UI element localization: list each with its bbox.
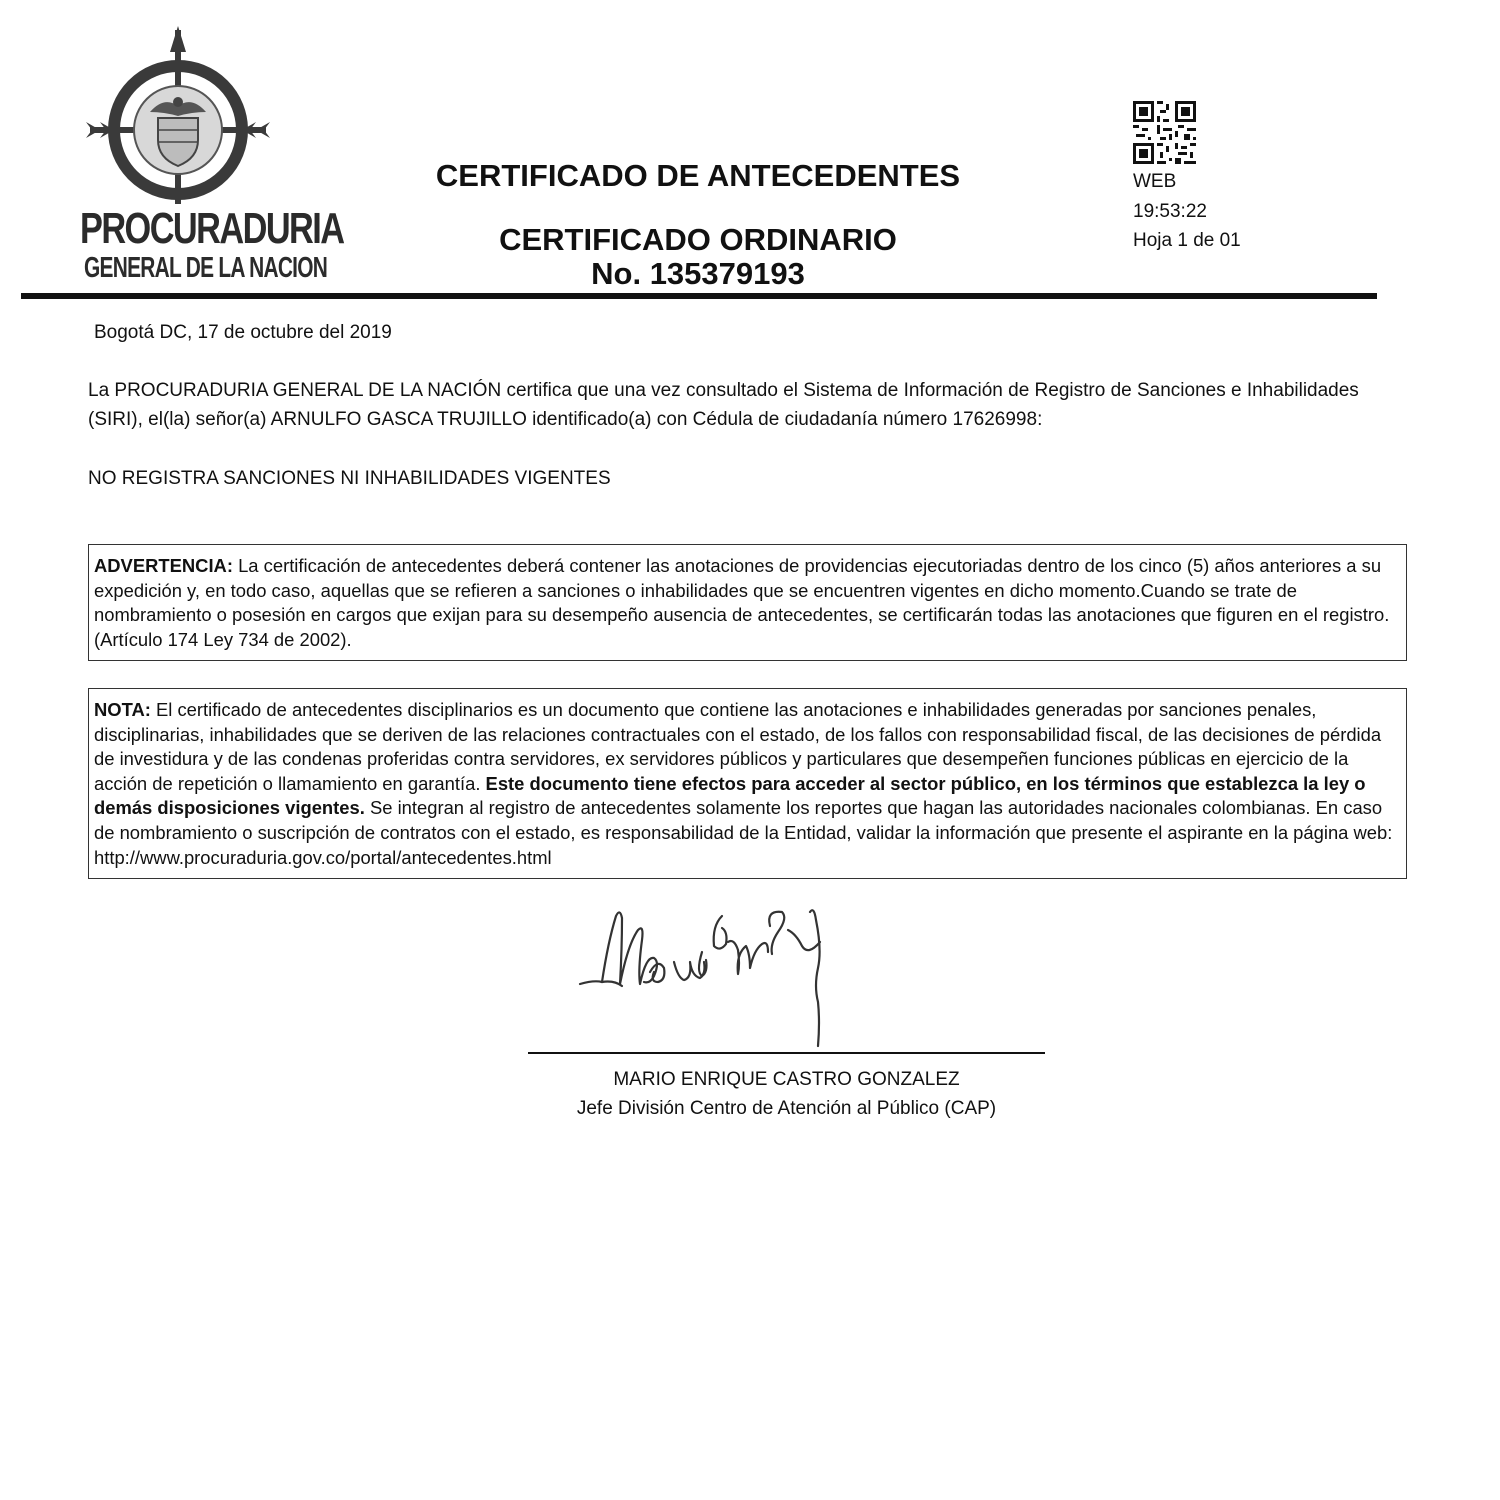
document-title: CERTIFICADO DE ANTECEDENTES xyxy=(435,158,961,193)
page-indicator: Hoja 1 de 01 xyxy=(1133,230,1241,251)
note-text-1: El certificado de antecedentes disciplinarios es un documento que contiene las anotaciones e inhabilidades generadas por sanciones penales, disciplinarias, inhabilidades que se deriven de las relaciones contractuales con el estado, de los fallos con responsabilidad fiscal, de las decisiones de pérdida de investidura y de las condenas proferidas contra servidores, ex servidores públicos y particulares que desempeñen funciones públicas en ejercicio de la acción de repetición o llamamiento en garantía. xyxy=(94,699,1382,794)
note-text-2: Se integran al registro de antecedentes solamente los reportes que hagan las autoridades nacionales colombianas. En caso de nombramiento o suscripción de contratos con el estado, es responsabilidad de la Entidad, validar la información que presente el aspirante en la página web: http://www.procuraduria.gov.co/portal/antecedentes.html xyxy=(94,797,1393,868)
warning-label: ADVERTENCIA: xyxy=(94,555,233,576)
procuraduria-logo xyxy=(80,26,344,288)
handwritten-signature xyxy=(574,906,834,1056)
issue-time: 19:53:22 xyxy=(1133,201,1207,222)
certification-result: NO REGISTRA SANCIONES NI INHABILIDADES VIGENTES xyxy=(88,468,611,489)
note-label: NOTA: xyxy=(94,699,151,720)
note-bold-text: Este documento tiene efectos para acceder al sector público, en los términos que establezca la ley o demás disposiciones vigentes. xyxy=(94,772,1366,819)
certificate-type: CERTIFICADO ORDINARIO xyxy=(499,222,897,257)
channel-label: WEB xyxy=(1133,171,1177,192)
place-date: Bogotá DC, 17 de octubre del 2019 xyxy=(94,322,392,343)
warning-box xyxy=(88,544,1407,661)
header-divider xyxy=(21,293,1377,299)
qr-code-icon xyxy=(1133,101,1196,164)
signer-title: Jefe División Centro de Atención al Público (CAP) xyxy=(576,1098,997,1119)
logo-line-2: GENERAL DE LA NACION xyxy=(84,252,328,284)
warning-text: La certificación de antecedentes deberá contener las anotaciones de providencias ejecutoriadas dentro de los cinco (5) años anteriores a su expedición y, en todo caso, aquellas que se refieren a sanciones o inhabilidades que se encuentren vigentes en dicho momento.Cuando se trate de nombramiento o posesión en cargos que exijan para su desempeño ausencia de antecedentes, se certificarán todas las anotaciones que figuren en el registro. (Artículo 174 Ley 734 de 2002). xyxy=(94,555,1390,650)
logo-line-1: PROCURADURIA xyxy=(80,204,344,253)
signer-name: MARIO ENRIQUE CASTRO GONZALEZ xyxy=(613,1069,960,1090)
crosshair-emblem-icon xyxy=(80,26,276,206)
certificate-number: No. 135379193 xyxy=(591,256,805,291)
signature-line xyxy=(528,1052,1045,1054)
note-box xyxy=(88,688,1407,879)
certification-intro: La PROCURADURIA GENERAL DE LA NACIÓN certifica que una vez consultado el Sistema de Información de Registro de Sanciones e Inhabilidades (SIRI), el(la) señor(a) ARNULFO GASCA TRUJILLO identificado(a) con Cédula de ciudadanía número 17626998: xyxy=(88,380,1359,430)
